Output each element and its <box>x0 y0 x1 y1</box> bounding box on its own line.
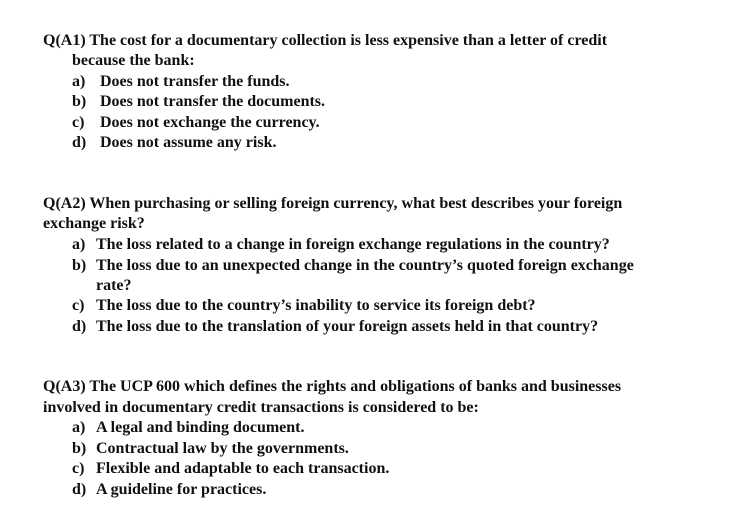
option-letter: c) <box>72 297 85 314</box>
option-letter: c) <box>72 114 85 131</box>
option-letter: a) <box>72 236 86 253</box>
option-letter: d) <box>72 134 87 151</box>
option-text-continued: rate? <box>96 277 132 294</box>
option-text: Does not transfer the documents. <box>100 93 326 110</box>
question-stem-line: because the bank: <box>72 52 195 69</box>
question-stem-line: involved in documentary credit transactions is considered to be: <box>43 399 479 416</box>
option-letter: d) <box>72 481 87 498</box>
option-text: The loss due to the translation of your foreign assets held in that country? <box>96 318 599 335</box>
option-text: Does not assume any risk. <box>100 134 277 151</box>
option-text: Does not exchange the currency. <box>100 114 320 131</box>
option-letter: b) <box>72 93 87 110</box>
option-letter: c) <box>72 460 85 477</box>
question-stem-line: Q(A2) When purchasing or selling foreign currency, what best describes your foreign <box>43 195 623 212</box>
question-stem-line: exchange risk? <box>43 215 145 232</box>
option-letter: d) <box>72 318 87 335</box>
option-text: A legal and binding document. <box>96 419 305 436</box>
option-text: Does not transfer the funds. <box>100 73 290 90</box>
option-text: A guideline for practices. <box>96 481 267 498</box>
question-stem-line: Q(A3) The UCP 600 which defines the rights and obligations of banks and businesses <box>43 378 622 395</box>
option-text: The loss related to a change in foreign exchange regulations in the country? <box>96 236 610 253</box>
option-letter: b) <box>72 440 87 457</box>
option-text: Contractual law by the governments. <box>96 440 349 457</box>
option-letter: b) <box>72 257 87 274</box>
option-text: Flexible and adaptable to each transaction. <box>96 460 390 477</box>
option-text: The loss due to an unexpected change in the country’s quoted foreign exchange <box>96 257 634 274</box>
option-letter: a) <box>72 73 86 90</box>
question-stem-line: Q(A1) The cost for a documentary collection is less expensive than a letter of credit <box>43 32 608 49</box>
option-text: The loss due to the country’s inability to service its foreign debt? <box>96 297 536 314</box>
option-letter: a) <box>72 419 86 436</box>
